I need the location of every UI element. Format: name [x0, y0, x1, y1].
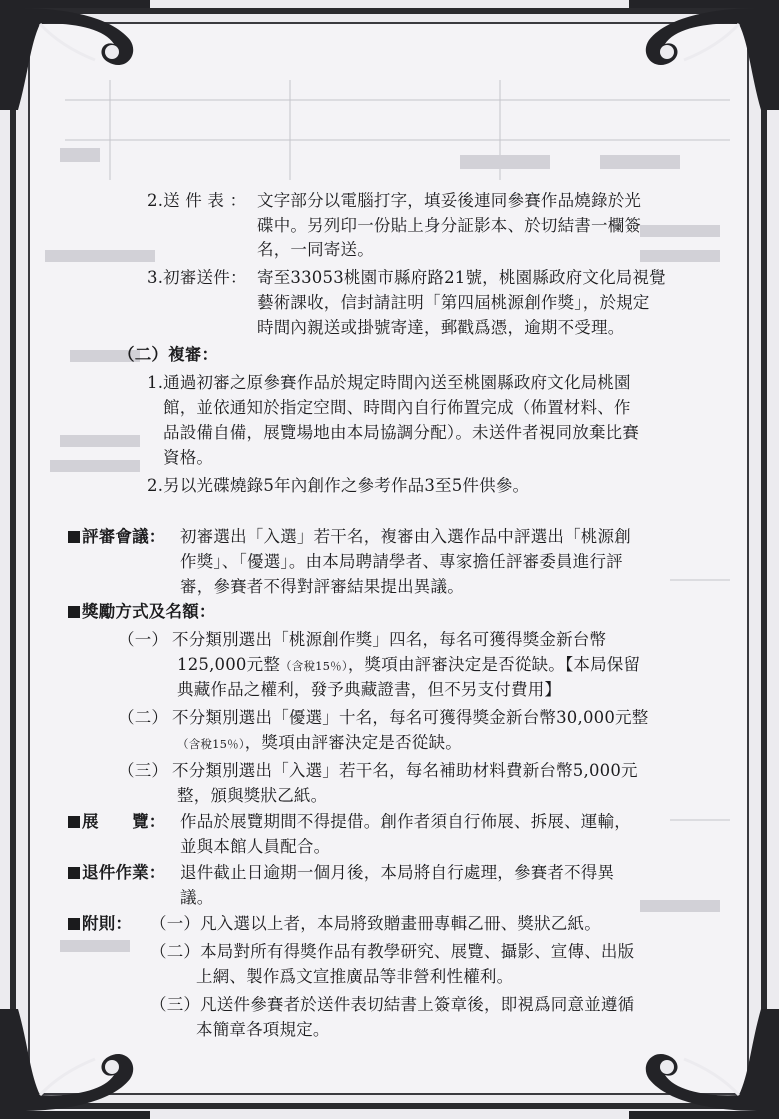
judging-line-2: 作獎」、「優選」。由本局聘請學者、專家擔任評審委員進行評: [180, 552, 623, 571]
first-submission-label: 3.初審送件：: [147, 268, 247, 287]
exhibition-label-text: 展 覽：: [82, 812, 166, 831]
award-1-tax-note: （含稅15％）: [280, 659, 348, 673]
bullet-square-icon: [68, 606, 80, 618]
award-1-line-2: [177, 655, 640, 676]
awards-heading: [68, 602, 216, 622]
appendix-rule-3-line-2: 本簡章各項規定。: [196, 1020, 330, 1039]
judging-label: [68, 527, 166, 547]
award-2-line-2: [177, 733, 462, 754]
first-submission-line-3: 時間內親送或掛號寄達，郵戳爲憑，逾期不受理。: [257, 318, 625, 337]
review-item-1-line-1: 1.通過初審之原參賽作品於規定時間內送至桃園縣政府文化局桃園: [147, 373, 631, 392]
review-item-1-line-2: 館，並依通知於指定空間、時間內自行佈置完成（佈置材料、作: [163, 398, 631, 417]
appendix-rule-1: （一）凡入選以上者，本局將致贈畫冊專輯乙冊、獎狀乙紙。: [150, 914, 601, 933]
awards-heading-text: 獎勵方式及名額：: [82, 602, 216, 621]
award-2-number: （二）: [118, 708, 169, 727]
return-line-1: 退件截止日逾期一個月後，本局將自行處理，參賽者不得異: [180, 863, 615, 882]
appendix-rule-2-line-2: 上網、製作爲文宣推廣品等非營利性權利。: [196, 967, 514, 986]
entry-form-line-2: 碟中。另列印一份貼上身分証影本、於切結書一欄簽: [257, 216, 642, 235]
bullet-square-icon: [68, 531, 80, 543]
first-submission-line-1: 寄至33053桃園市縣府路21號，桃園縣政府文化局視覺: [257, 268, 666, 287]
bullet-square-icon: [68, 918, 80, 930]
bullet-square-icon: [68, 816, 80, 828]
award-2-line-2-rest: ，獎項由評審決定是否從缺。: [244, 733, 462, 752]
review-item-1-line-4: 資格。: [163, 448, 214, 467]
award-3-line-1: 不分類別選出「入選」若干名，每名補助材料費新台幣5,000元: [172, 761, 638, 780]
judging-line-3: 審，參賽者不得對評審結果提出異議。: [180, 577, 464, 596]
review-heading: （二）複審：: [118, 345, 219, 364]
entry-form-line-1: 文字部分以電腦打字，填妥後連同參賽作品燒錄於光: [257, 191, 642, 210]
return-line-2: 議。: [180, 888, 214, 907]
exhibition-line-1: 作品於展覽期間不得提借。創作者須自行佈展、拆展、運輸，: [180, 812, 631, 831]
award-1-line-2-rest: ，獎項由評審決定是否從缺。【本局保留: [347, 655, 641, 674]
appendix-label-text: 附則：: [82, 914, 133, 933]
first-submission-line-2: 藝術課收，信封請註明「第四屆桃源創作獎」，於規定: [257, 293, 650, 312]
return-label-text: 退件作業：: [82, 863, 166, 882]
review-item-1-line-3: 品設備自備，展覽場地由本局協調分配）。未送件者視同放棄比賽: [163, 423, 640, 442]
bullet-square-icon: [68, 867, 80, 879]
award-3-line-2: 整，頒與獎狀乙紙。: [177, 786, 328, 805]
review-item-2: 2.另以光碟燒錄5年內創作之參考作品3至5件供參。: [147, 476, 530, 495]
judging-line-1: 初審選出「入選」若干名，複審由入選作品中評選出「桃源創: [180, 527, 631, 546]
appendix-label: [68, 914, 132, 934]
entry-form-label: 2.送 件 表 ：: [147, 191, 247, 210]
appendix-rule-2-line-1: （二）本局對所有得獎作品有教學研究、展覽、攝影、宣傳、出版: [150, 942, 635, 961]
award-1-line-1: 不分類別選出「桃源創作獎」四名，每名可獲得獎金新台幣: [172, 630, 607, 649]
exhibition-label: [68, 812, 166, 832]
entry-form-line-3: 名，一同寄送。: [257, 240, 374, 259]
award-1-line-3: 典藏作品之權利，發予典藏證書，但不另支付費用】: [177, 680, 562, 699]
return-label: [68, 863, 166, 883]
appendix-rule-3-line-1: （三）凡送件參賽者於送件表切結書上簽章後，即視爲同意並遵循: [150, 995, 635, 1014]
award-1-amount: 125,000元整: [177, 655, 281, 674]
award-2-tax-note: （含稅15％）: [177, 737, 245, 751]
award-3-number: （三）: [118, 761, 169, 780]
judging-label-text: 評審會議：: [82, 527, 166, 546]
award-1-number: （一）: [118, 630, 169, 649]
exhibition-line-2: 並與本館人員配合。: [180, 837, 331, 856]
award-2-line-1: 不分類別選出「優選」十名，每名可獲得獎金新台幣30,000元整: [172, 708, 649, 727]
